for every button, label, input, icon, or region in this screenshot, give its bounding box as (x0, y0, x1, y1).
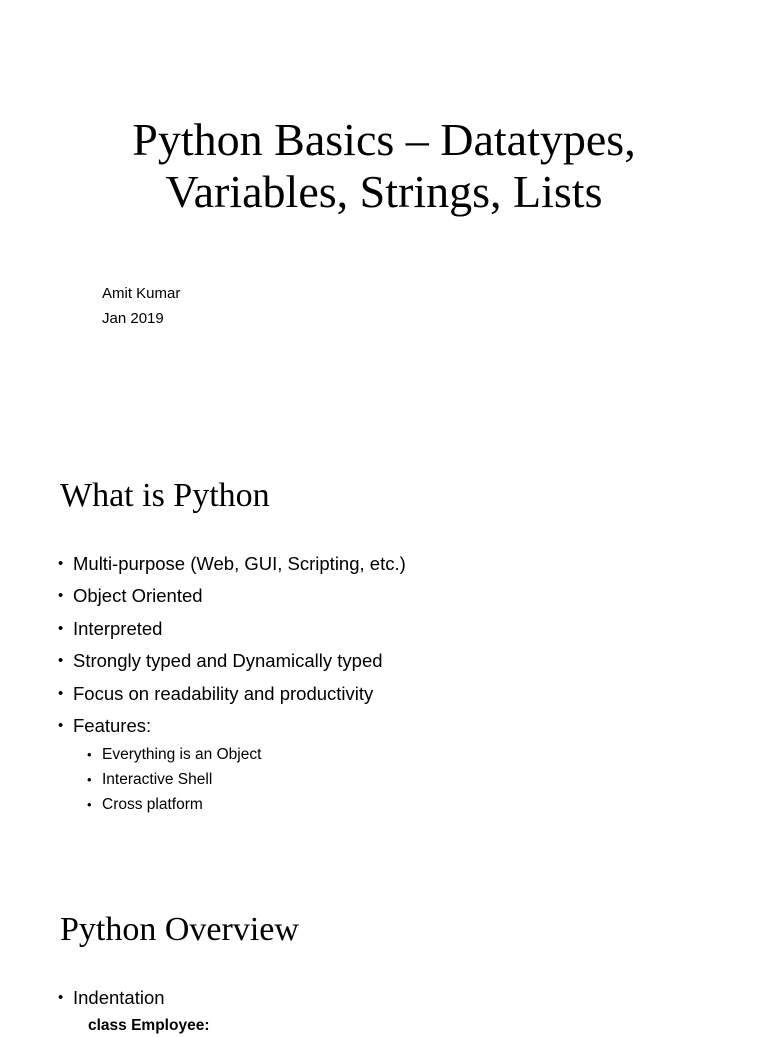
sub-list-item (87, 767, 406, 792)
feature-text: Everything is an Object (102, 746, 262, 764)
bullet-icon: • (58, 555, 64, 572)
list-item (58, 613, 406, 645)
list-item (58, 580, 406, 612)
list-item (58, 982, 165, 1014)
title-line-1: Python Basics – Datatypes, (132, 114, 636, 165)
bullet-text: Multi-purpose (Web, GUI, Scripting, etc.) (73, 553, 406, 574)
bullet-icon: • (58, 619, 64, 637)
title-line-2: Variables, Strings, Lists (165, 166, 603, 217)
bullet-icon: • (87, 797, 92, 813)
title-subtitle (102, 281, 180, 331)
list-item (58, 548, 406, 580)
bullet-text: Interpreted (73, 617, 163, 639)
bullet-icon: • (58, 989, 64, 1006)
slide-heading: What is Python (60, 477, 270, 514)
list-item (58, 645, 406, 677)
bullet-text: Strongly typed and Dynamically typed (73, 650, 383, 672)
list-item (58, 678, 406, 710)
list-item (58, 710, 406, 817)
author-name: Amit Kumar (102, 285, 181, 302)
bullet-text: Indentation (73, 987, 165, 1008)
python-overview-slide (0, 864, 768, 1034)
sub-list-item (87, 792, 406, 817)
presentation-title (0, 114, 768, 218)
bullet-icon: • (58, 652, 64, 670)
slide-heading: Python Overview (60, 911, 299, 948)
bullet-icon: • (58, 587, 64, 605)
bullet-icon: • (58, 684, 64, 702)
presentation-date: Jan 2019 (102, 310, 164, 327)
bullet-text: Focus on readability and productivity (73, 682, 374, 704)
bullet-text: Features: (73, 715, 152, 737)
title-slide (0, 0, 768, 432)
code-snippet: class Employee: (88, 1017, 210, 1034)
bullet-text: Object Oriented (73, 585, 203, 607)
bullet-icon: • (87, 772, 92, 788)
feature-text: Interactive Shell (102, 771, 213, 789)
bullet-list (58, 548, 406, 817)
what-is-python-slide (0, 432, 768, 864)
bullet-icon: • (87, 747, 92, 763)
bullet-icon: • (58, 717, 64, 735)
features-sublist (73, 742, 406, 817)
feature-text: Cross platform (102, 796, 203, 814)
sub-list-item (87, 742, 406, 767)
bullet-list (58, 982, 165, 1014)
